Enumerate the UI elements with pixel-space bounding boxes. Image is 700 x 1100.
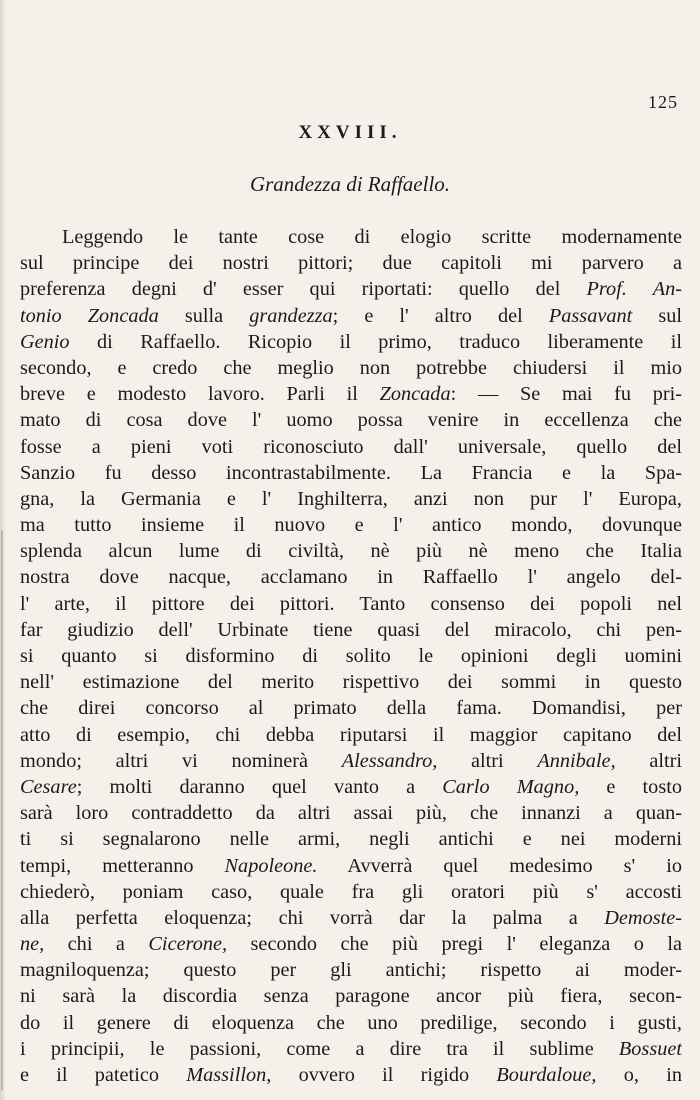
text-line <box>20 564 682 590</box>
text-line <box>20 905 682 931</box>
text-run: fosse a pieni voti riconosciuto dall' universale, quello del <box>20 435 682 458</box>
text-run: ma tutto insieme il nuovo e l' antico mondo, dovunque <box>20 514 682 537</box>
text-run: i principii, le passioni, come a dire tra il sublime <box>20 1037 619 1060</box>
italic-text: tonio Zoncada <box>20 304 159 327</box>
italic-text: Bossuet <box>618 1037 682 1060</box>
italic-text: Bourdaloue, <box>496 1064 597 1086</box>
text-run: altri <box>615 749 682 772</box>
text-run: ni sarà la discordia senza paragone ancor più fiera, secon- <box>20 985 682 1008</box>
italic-text: Carlo Magno, <box>442 775 580 798</box>
text-run: e il patetico <box>20 1064 187 1086</box>
text-line <box>20 695 682 721</box>
italic-text: Prof. An- <box>586 278 682 301</box>
text-line <box>20 826 682 852</box>
text-run: magniloquenza; questo per gli antichi; rispetto ai moder- <box>20 959 682 982</box>
text-line <box>20 748 682 774</box>
text-run: gna, la Germania e l' Inghilterra, anzi non pur l' Europa, <box>20 487 682 510</box>
text-run: Sanzio fu desso incontrastabilmente. La Francia e la Spa- <box>20 461 682 484</box>
italic-text: Demoste- <box>604 906 682 929</box>
text-run: di Raffaello. Ricopio il primo, traduco liberamente il <box>69 330 682 353</box>
italic-text: grandezza <box>249 304 333 327</box>
text-run: e tosto <box>579 775 682 798</box>
italic-text: Cicerone, <box>148 933 228 956</box>
italic-text: Cesare <box>20 775 77 798</box>
text-line <box>20 643 682 669</box>
text-line <box>20 434 682 460</box>
text-run: sul principe dei nostri pittori; due capitoli mi parvero a <box>20 252 682 275</box>
text-run: ; e l' altro del <box>332 304 549 327</box>
text-line <box>20 407 682 433</box>
italic-text: Annibale, <box>537 749 616 772</box>
text-line <box>20 617 682 643</box>
text-run: sul <box>632 304 682 327</box>
text-line <box>20 722 682 748</box>
text-line <box>20 879 682 905</box>
text-run: chiederò, poniam caso, quale fra gli oratori più s' accosti <box>20 880 682 903</box>
text-run: mondo; altri vi nominerà <box>20 749 342 772</box>
text-run: che direi concorso al primato della fama. Domandisi, per <box>20 697 682 720</box>
text-run: : — Se mai fu pri- <box>450 383 682 406</box>
text-line <box>20 381 682 407</box>
text-run: altri <box>437 749 538 772</box>
binding-seam <box>1 530 3 1090</box>
text-run: tempi, metteranno <box>20 854 225 877</box>
text-line <box>20 303 682 329</box>
italic-text: Genio <box>20 330 70 353</box>
text-line <box>20 853 682 879</box>
text-run: preferenza degni d' esser qui riportati: quello del <box>20 278 587 301</box>
text-run: breve e modesto lavoro. Parli il <box>20 383 380 406</box>
chapter-title: Grandezza di Raffaello. <box>249 172 451 196</box>
text-run: ; molti daranno quel vanto a <box>76 775 443 798</box>
text-run: si quanto si disformino di solito le opinioni degli uomini <box>20 645 682 667</box>
text-run: alla perfetta eloquenza; chi vorrà dar la palma a <box>20 906 605 929</box>
body-text <box>20 224 682 1088</box>
text-run: mato di cosa dove l' uomo possa venire in eccellenza che <box>20 409 682 432</box>
text-line <box>20 957 682 983</box>
chapter-heading: XXVIII. <box>298 122 402 143</box>
text-line <box>20 224 682 250</box>
text-run: , ovvero il rigido <box>266 1064 497 1086</box>
text-run: secondo che più pregi l' eleganza o la <box>227 933 682 956</box>
text-run: o, in <box>596 1064 682 1086</box>
text-run: l' arte, il pittore dei pittori. Tanto consenso dei popoli nel <box>20 592 682 615</box>
text-line <box>20 460 682 486</box>
text-run: do il genere di eloquenza che uno predilige, secondo i gusti, <box>20 1011 682 1034</box>
text-line <box>20 250 682 276</box>
italic-text: ne, <box>20 933 45 956</box>
text-line <box>20 669 682 695</box>
text-line <box>20 512 682 538</box>
text-run: chi a <box>44 933 149 956</box>
text-run: sarà loro contraddetto da altri assai più, che innanzi a quan- <box>20 802 682 825</box>
text-line <box>20 931 682 957</box>
text-run: nell' estimazione del merito rispettivo dei sommi in questo <box>20 671 682 694</box>
page-number: 125 <box>648 92 678 112</box>
text-line <box>20 276 682 302</box>
text-run: secondo, e credo che meglio non potrebbe chiudersi il mio <box>20 356 682 379</box>
italic-text: Zoncada <box>379 383 451 406</box>
text-line <box>20 774 682 800</box>
text-line <box>20 1062 682 1088</box>
text-line <box>20 1036 682 1062</box>
text-line <box>20 486 682 512</box>
text-line <box>20 800 682 826</box>
italic-text: Napoleone. <box>224 854 318 877</box>
text-line <box>20 1010 682 1036</box>
text-run: atto di esempio, chi debba riputarsi il maggior capitano del <box>20 723 682 746</box>
text-run: splenda alcun lume di civiltà, nè più nè meno che Italia <box>20 540 682 563</box>
text-run: ti si segnalarono nelle armi, negli antichi e nei moderni <box>20 828 682 851</box>
text-run: nostra dove nacque, acclamano in Raffaello l' angelo del- <box>20 566 682 589</box>
text-line <box>20 983 682 1009</box>
text-run: sulla <box>158 304 250 327</box>
italic-text: Passavant <box>548 304 633 327</box>
italic-text: Massillon <box>186 1064 267 1086</box>
text-line <box>20 591 682 617</box>
text-run: Leggendo le tante cose di elogio scritte modernamente <box>62 226 682 248</box>
text-run: far giudizio dell' Urbinate tiene quasi del miracolo, chi pen- <box>20 618 682 641</box>
text-run: Avverrà quel medesimo s' io <box>317 854 682 877</box>
text-line <box>20 355 682 381</box>
italic-text: Alessandro, <box>341 749 438 772</box>
text-line <box>20 329 682 355</box>
text-line <box>20 538 682 564</box>
